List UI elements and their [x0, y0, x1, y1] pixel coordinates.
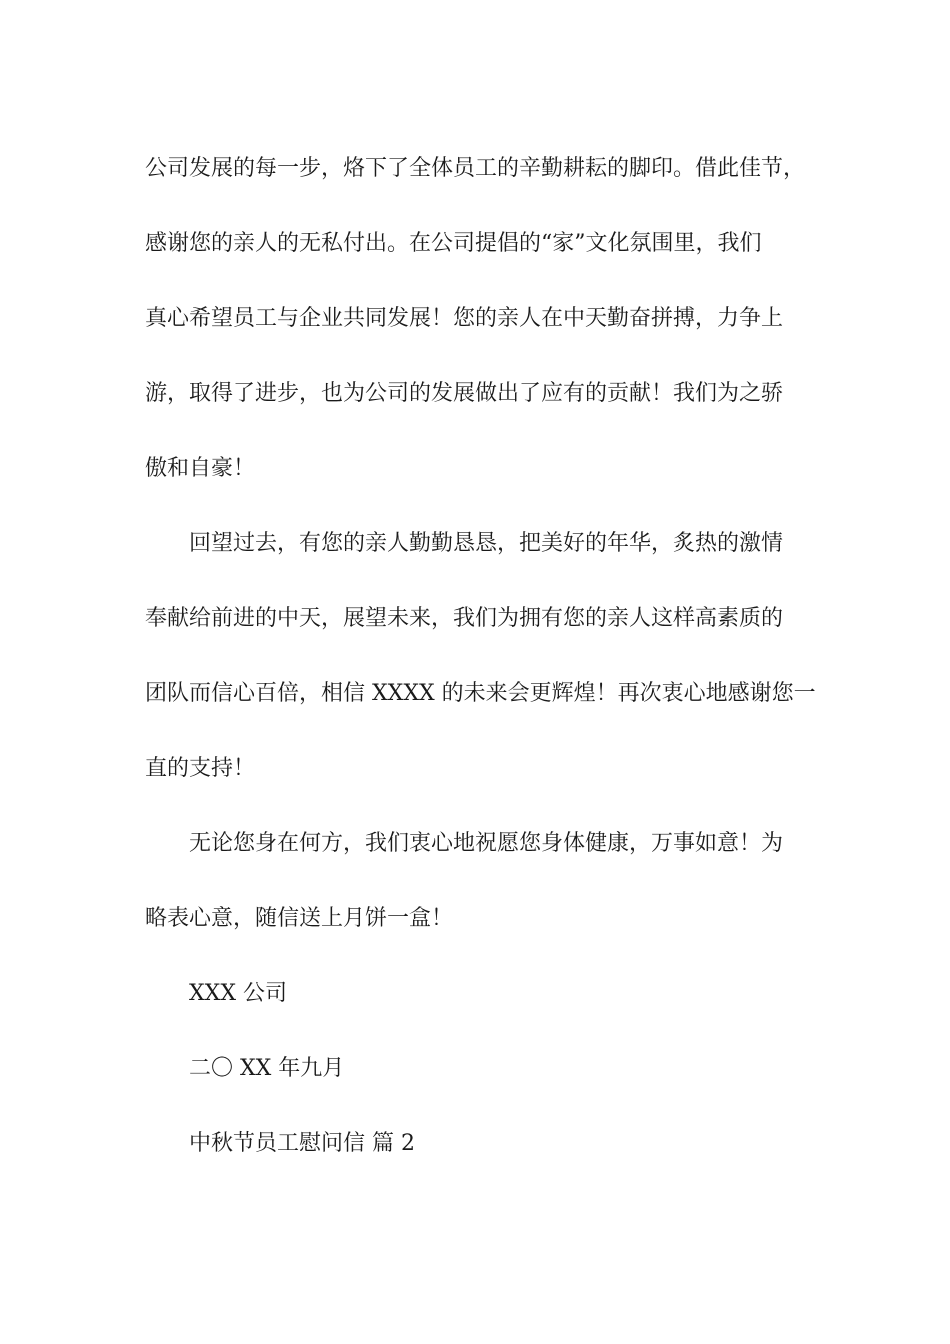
text-line: 略表心意，随信送上月饼一盒！: [145, 906, 454, 931]
next-section-title: 中秋节员工慰问信 篇 2: [189, 1131, 415, 1156]
text-line: 游，取得了进步，也为公司的发展做出了应有的贡献！我们为之骄: [145, 381, 784, 406]
letter-body: [145, 131, 835, 1181]
section-heading: [145, 1106, 835, 1181]
letter-date: 二〇 XX 年九月: [189, 1056, 345, 1081]
text-line: 奉献给前进的中天，展望未来，我们为拥有您的亲人这样高素质的: [145, 606, 784, 631]
paragraph-wishes: [145, 806, 835, 956]
paragraph-continuation: [145, 131, 835, 506]
text-line: 傲和自豪！: [145, 456, 256, 481]
paragraph-looking-back: [145, 506, 835, 806]
text-line: 真心希望员工与企业共同发展！您的亲人在中天勤奋拼搏，力争上: [145, 306, 784, 331]
signature-company: [145, 956, 835, 1031]
text-line: 团队而信心百倍，相信 XXXX 的未来会更辉煌！再次衷心地感谢您一: [145, 681, 816, 706]
text-line: 无论您身在何方，我们衷心地祝愿您身体健康，万事如意！为: [189, 831, 784, 856]
company-name: XXX 公司: [189, 981, 287, 1006]
text-line: 公司发展的每一步，烙下了全体员工的辛勤耕耘的脚印。借此佳节，: [145, 156, 806, 181]
text-line: 回望过去，有您的亲人勤勤恳恳，把美好的年华，炙热的激情: [189, 531, 784, 556]
text-line: 直的支持！: [145, 756, 256, 781]
text-line: 感谢您的亲人的无私付出。在公司提倡的“家”文化氛围里，我们: [145, 231, 762, 256]
signature-date: [145, 1031, 835, 1106]
